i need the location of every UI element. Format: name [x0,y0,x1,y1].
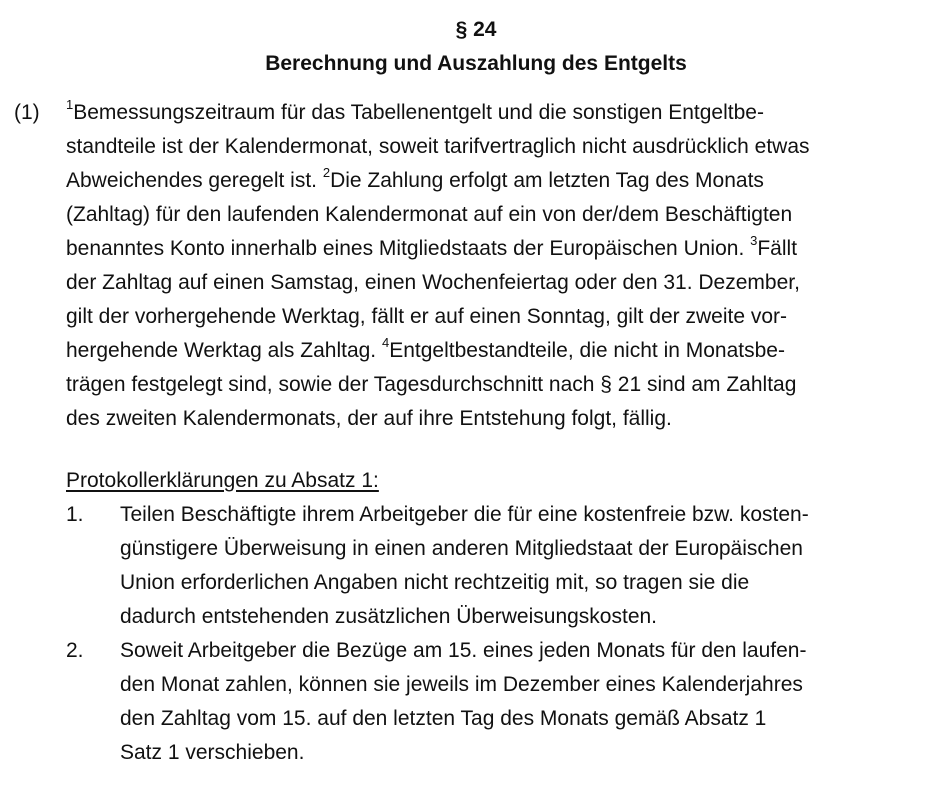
paragraph-line: der Zahltag auf einen Samstag, einen Wochenfeiertag oder den 31. Dezember, [66,271,800,294]
protocol-item-number: 2. [66,639,84,662]
paragraph-line: Abweichendes geregelt ist. $^2$Die Zahlung erfolgt am letzten Tag des Monats [66,165,764,192]
paragraph-line: trägen festgelegt sind, sowie der Tagesdurchschnitt nach § 21 sind am Zahltag [66,373,797,396]
protocol-line: Soweit Arbeitgeber die Bezüge am 15. eines jeden Monats für den laufen- [120,639,807,662]
paragraph-line: des zweiten Kalendermonats, der auf ihre Entstehung folgt, fällig. [66,407,672,430]
paragraph-line: standteile ist der Kalendermonat, soweit tarifvertraglich nicht ausdrücklich etwas [66,135,810,158]
protocol-item-text [120,498,900,634]
paragraph-line: hergehende Werktag als Zahltag. $^4$Entgeltbestandteile, die nicht in Monatsbe- [66,335,785,362]
protocol-line: Teilen Beschäftigte ihrem Arbeitgeber die für eine kostenfreie bzw. kosten- [120,503,809,526]
protocol-item-text [120,634,900,770]
protocol-line: den Monat zahlen, können sie jeweils im Dezember eines Kalenderjahres [120,673,803,696]
protocol-line: günstigere Überweisung in einen anderen Mitgliedstaat der Europäischen [120,537,803,560]
paragraph-text [66,96,896,436]
protocol-line: den Zahltag vom 15. auf den letzten Tag des Monats gemäß Absatz 1 [120,707,767,730]
paragraph-line: gilt der vorhergehende Werktag, fällt er auf einen Sonntag, gilt der zweite vor- [66,305,788,328]
protocol-heading: Protokollerklärungen zu Absatz 1: [66,469,379,492]
sentence-marker: 4 [381,335,390,350]
section-title: Berechnung und Auszahlung des Entgelts [265,52,687,75]
section-number: § 24 [455,18,497,41]
paragraph-line: $^1$Bemessungszeitraum für das Tabellenentgelt und die sonstigen Entgeltbe- [66,97,764,124]
protocol-line: Satz 1 verschieben. [120,741,305,764]
paragraph-line: (Zahltag) für den laufenden Kalendermonat auf ein von der/dem Beschäftigten [66,203,793,226]
protocol-line: dadurch entstehenden zusätzlichen Überweisungskosten. [120,605,658,628]
sentence-marker: 3 [750,233,758,248]
paragraph-number: (1) [14,101,40,124]
paragraph-line: benanntes Konto innerhalb eines Mitgliedstaats der Europäischen Union. $^3$Fällt [66,233,798,260]
protocol-line: Union erforderlichen Angaben nicht rechtzeitig mit, so tragen sie die [120,571,750,594]
sentence-marker: 2 [322,165,331,180]
protocol-item-number: 1. [66,503,84,526]
sentence-marker: 1 [66,97,74,112]
